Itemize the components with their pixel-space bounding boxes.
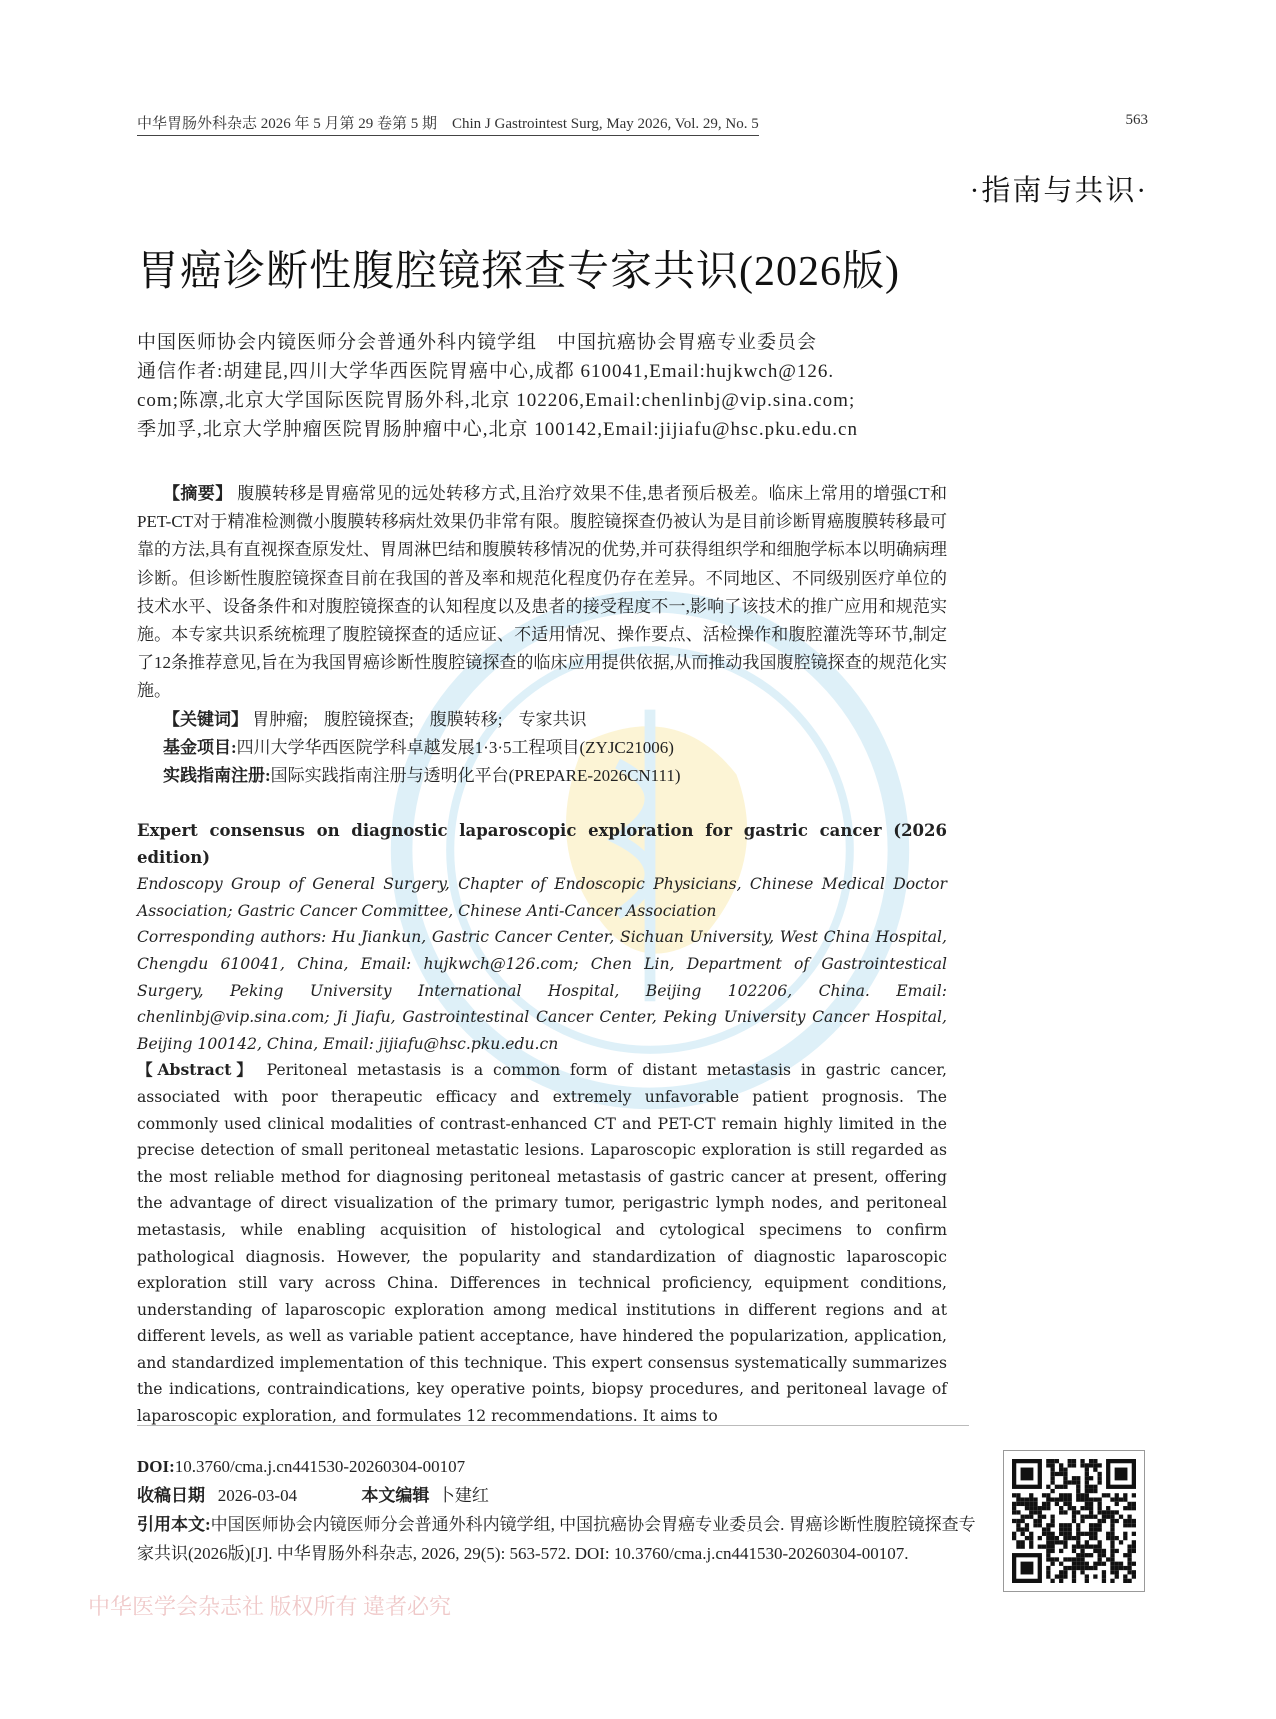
divider bbox=[137, 1425, 969, 1426]
section-label: ·指南与共识· bbox=[969, 175, 1148, 207]
keyword: 腹膜转移; bbox=[429, 709, 503, 729]
keywords-label: 【关键词】 bbox=[163, 709, 248, 729]
author-block bbox=[137, 328, 947, 444]
english-abstract-label: 【Abstract】 bbox=[137, 1060, 257, 1080]
cite-label: 引用本文: bbox=[137, 1515, 211, 1534]
author-groups: 中国医师协会内镜医师分会普通外科内镜学组 中国抗癌协会胃癌专业委员会 bbox=[137, 332, 818, 353]
qr-code[interactable] bbox=[1003, 1450, 1145, 1592]
registry-text: 国际实践指南注册与透明化平台(PREPARE-2026CN111) bbox=[270, 766, 681, 786]
abstract-text: 腹膜转移是胃癌常见的远处转移方式,且治疗效果不佳,患者预后极差。临床上常用的增强CT和PET-CT对于精准检测微小腹膜转移病灶效果仍非常有限。腹腔镜探查仍被认为是目前诊断胃癌腹膜转移最可靠的方法,具有直视探查原发灶、胃周淋巴结和腹膜转移情况的优势,并可获得组织学和细胞学标本以明确病理诊断。但诊断性腹腔镜探查目前在我国的普及率和规范化程度仍存在差异。不同地区、不同级别医疗单位的技术水平、设备条件和对腹腔镜探查的认知程度以及患者的接受程度不一,影响了该技术的推广应用和规范实施。本专家共识系统梳理了腹腔镜探查的适应证、不适用情况、操作要点、活检操作和腹腔灌洗等环节,制定了12条推荐意见,旨在为我国胃癌诊断性腹腔镜探查的临床应用提供依据,从而推动我国腹腔镜探查的规范化实施。 bbox=[137, 484, 948, 701]
abstract-label: 【摘要】 bbox=[163, 484, 233, 503]
fund-text: 四川大学华西医院学科卓越发展1·3·5工程项目(ZYJC21006) bbox=[236, 737, 674, 757]
received-label: 收稿日期 bbox=[137, 1486, 205, 1505]
doi-link[interactable]: 10.3760/cma.j.cn441530-20260304-00107 bbox=[174, 1457, 466, 1476]
citation-text: 中国医师协会内镜医师分会普通外科内镜学组, 中国抗癌协会胃癌专业委员会. 胃癌诊断性腹腔镜探查专家共识(2026版)[J]. 中华胃肠外科杂志, 2026, 29(5): 563-572. DOI: 10.3760/cma.j.cn441530-20260304-00107. bbox=[137, 1515, 976, 1563]
chinese-abstract bbox=[137, 480, 947, 790]
editor-name: 卜建红 bbox=[437, 1486, 489, 1505]
article-meta bbox=[137, 1452, 977, 1568]
english-abstract-text: Peritoneal metastasis is a common form of distant metastasis in gastric cancer, associated with poor therapeutic efficacy and extremely unfavorable patient prognosis. The commonly used clinical modalities of contrast-enhanced CT and PET-CT remain highly limited in the precise detection of small peritoneal metastatic lesions. Laparoscopic exploration is still regarded as the most reliable method for diagnosing peritoneal metastasis of gastric cancer at present, offering the advantage of direct visualization of the primary tumor, perigastric lymph nodes, and peritoneal metastasis, while enabling acquisition of histological and cytological specimens to confirm pathological diagnosis. However, the popularity and standardization of diagnostic laparoscopic exploration still vary across China. Differences in technical proficiency, equipment conditions, understanding of laparoscopic exploration among medical institutions in different regions and at different levels, as well as variable patient acceptance, have hindered the popularization, application, and standardized implementation of this technique. This expert consensus systematically summarizes the indications, contraindications, key operative points, biopsy procedures, and peritoneal lavage of laparoscopic exploration, and formulates 12 recommendations. It aims to bbox=[137, 1061, 947, 1426]
running-head: 中华胃肠外科杂志 2026 年 5 月第 29 卷第 5 期 Chin J Gastrointest Surg, May 2026, Vol. 29, No. 5 bbox=[137, 112, 759, 136]
keyword: 胃肿瘤; bbox=[252, 709, 308, 729]
corresponding-line-2: com;陈凛,北京大学国际医院胃肠外科,北京 102206,Email:chenlinbj@vip.sina.com; bbox=[137, 390, 856, 411]
english-authors: Endoscopy Group of General Surgery, Chapter of Endoscopic Physicians, Chinese Medical Doctor Association; Gastric Cancer Committee, Chinese Anti-Cancer Association bbox=[137, 875, 947, 920]
doi-label: DOI: bbox=[137, 1457, 175, 1476]
corresponding-line-3: 季加孚,北京大学肿瘤医院胃肠肿瘤中心,北京 100142,Email:jijiafu@hsc.pku.edu.cn bbox=[137, 419, 858, 440]
registry-label: 实践指南注册: bbox=[163, 766, 271, 786]
page-number: 563 bbox=[1125, 112, 1148, 128]
english-corresponding: Corresponding authors: Hu Jiankun, Gastric Cancer Center, Sichuan University, West China Hospital, Chengdu 610041, China, Email: hujkwch@126.com; Chen Lin, Department of Gastrointestical Surgery, Peking University International Hospital, Beijing 102206, China. Email: chenlinbj@vip.sina.com; Ji Jiafu, Gastrointestinal Cancer Center, Peking University Cancer Hospital, Beijing 100142, China, Email: jijiafu@hsc.pku.edu.cn bbox=[137, 928, 947, 1053]
keyword: 腹腔镜探查; bbox=[323, 709, 414, 729]
fund-label: 基金项目: bbox=[163, 737, 237, 757]
article-title: 胃癌诊断性腹腔镜探查专家共识(2026版) bbox=[137, 249, 900, 295]
keyword: 专家共识 bbox=[518, 709, 587, 729]
corresponding-line-1: 通信作者:胡建昆,四川大学华西医院胃癌中心,成都 610041,Email:hujkwch@126. bbox=[137, 361, 835, 382]
english-abstract bbox=[137, 818, 947, 1430]
publisher-logo: 中华医学会杂志社 版权所有 違者必究 bbox=[88, 1594, 452, 1619]
received-date: 2026-03-04 bbox=[217, 1486, 298, 1505]
english-title: Expert consensus on diagnostic laparoscopic exploration for gastric cancer (2026 edition) bbox=[137, 821, 947, 867]
editor-label: 本文编辑 bbox=[361, 1486, 430, 1505]
